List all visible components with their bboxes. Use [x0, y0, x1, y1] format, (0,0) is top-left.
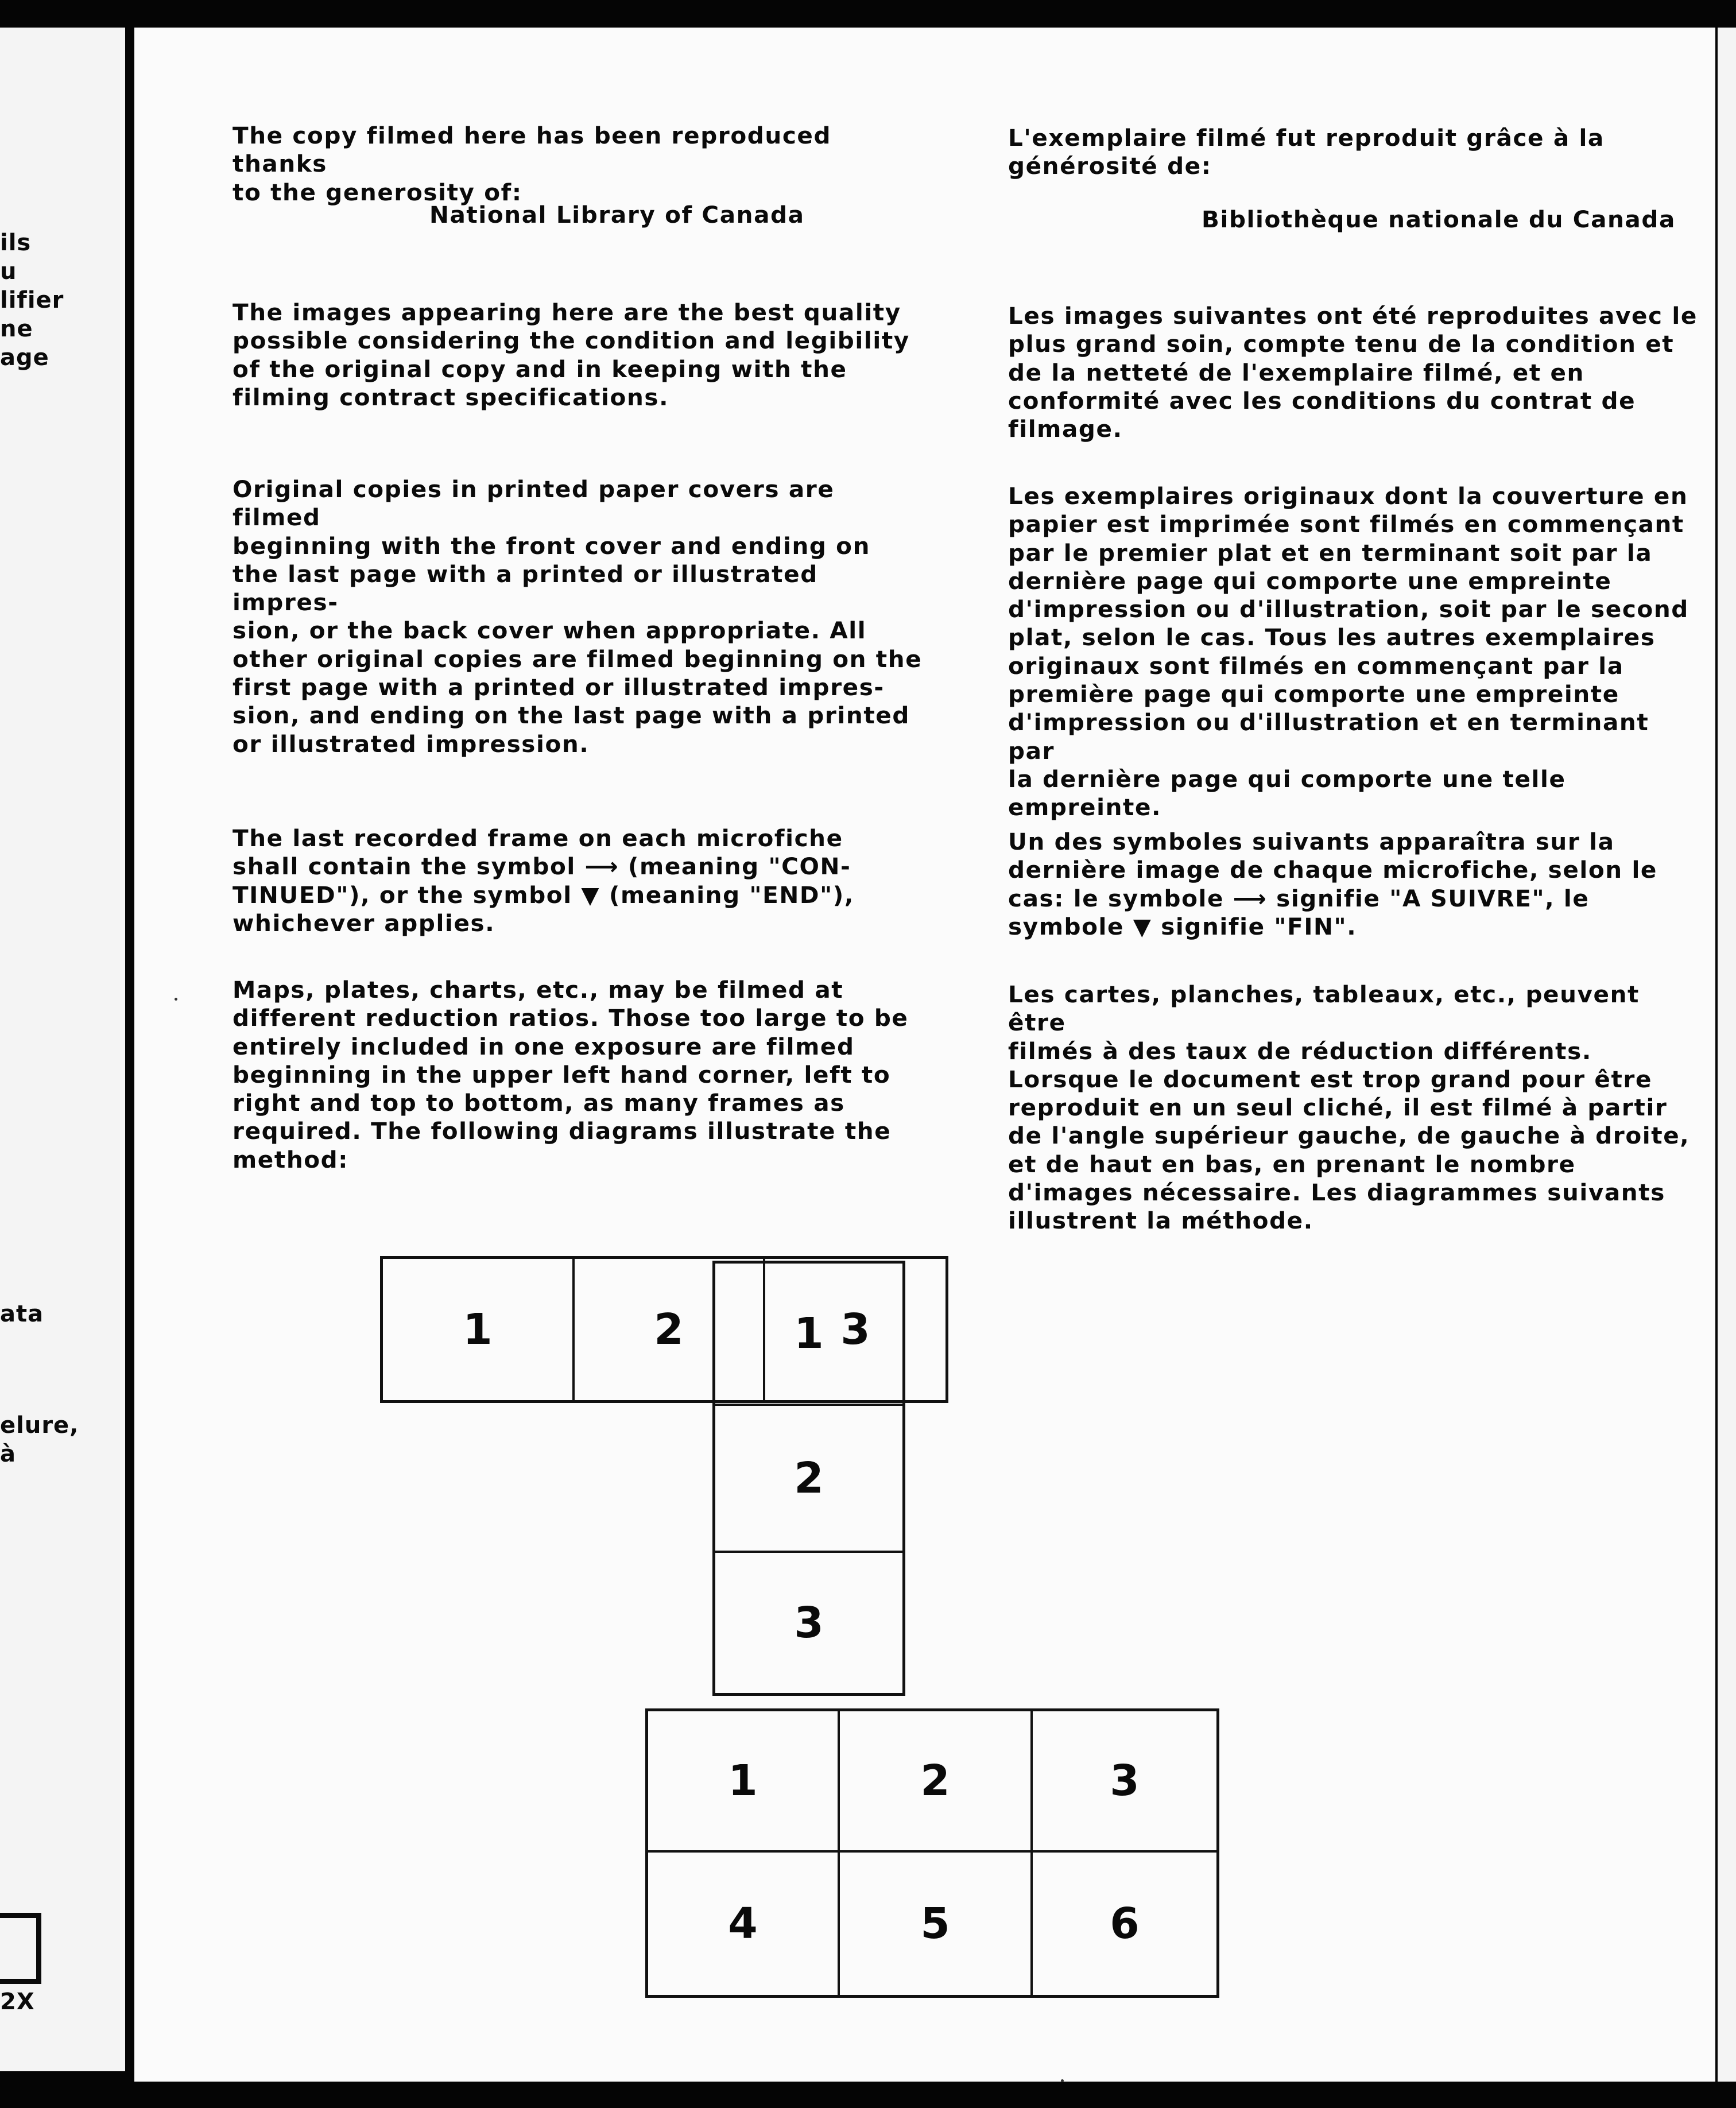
fragment-line: elure, — [0, 1412, 79, 1439]
frame-cell: 2 — [715, 1404, 902, 1551]
french-intro: L'exemplaire filmé fut reproduit grâce à la générosité de: — [1008, 124, 1605, 180]
fragment-line: ils — [0, 230, 32, 256]
fragment-line: à — [0, 1441, 16, 1467]
diagram-vertical-frames — [712, 1261, 905, 1696]
frame-cell: 1 — [794, 1309, 824, 1358]
frame-cell: 2 — [572, 1259, 763, 1400]
dust-speck — [1061, 2079, 1064, 2082]
frame-cell: 3 — [715, 1551, 902, 1693]
frame-cell: 1 — [463, 1305, 493, 1354]
english-intro: The copy filmed here has been reproduced thanks to the generosity of: — [232, 122, 832, 206]
english-library-name: National Library of Canada — [429, 201, 805, 228]
english-quality-paragraph: The images appearing here are the best quality possible considering the condition and legibility of the original copy and in keeping with the filming contract specifications. — [232, 299, 910, 411]
fragment-line: age — [0, 344, 49, 371]
frame-cell: 3 — [1030, 1711, 1216, 1850]
fragment-line: lifier — [0, 287, 64, 313]
frame-cell: 1 — [728, 1756, 758, 1805]
english-originals-paragraph: Original copies in printed paper covers are filmed beginning with the front cover and ending on the last page with a printed or illustrated impres- sion, or the back cover when appropriate. All other original copies are filmed beginning on the first page with a printed or illustrated impres- sion, and ending on the last page with a printed or illustrated impression. — [232, 475, 923, 758]
right-page-edge — [1718, 28, 1736, 2082]
diagram-grid-frames — [645, 1708, 1219, 1998]
french-quality-paragraph: Les images suivantes ont été reproduites avec le plus grand soin, compte tenu de la condition et de la netteté de l'exemplaire filmé, et en conformité avec les conditions du contrat de filmage. — [1008, 302, 1698, 443]
fragment-line: ata — [0, 1301, 44, 1327]
fragment-box-label: 2X — [0, 1989, 35, 2015]
main-page — [134, 28, 1715, 2082]
left-page-fragment — [0, 28, 125, 2071]
french-originals-paragraph: Les exemplaires originaux dont la couverture en papier est imprimée sont filmés en commençant par le premier plat et en terminant soit par la dernière page qui comporte une empreinte d'impression ou d'illustration, soit par le second plat, selon le cas. Tous les autres exemplaires originaux sont filmés en commençant par la première page qui comporte une empreinte d'impression ou d'illustration et en terminant par la dernière page qui comporte une telle empreinte. — [1008, 482, 1689, 822]
french-maps-paragraph: Les cartes, planches, tableaux, etc., peuvent être filmés à des taux de réduction différents. Lorsque le document est trop grand pour être reproduit en un seul cliché, il est filmé à partir de l'angle supérieur gauche, de gauche à droite, et de haut en bas, en prenant le nombre d'images nécessaire. Les diagrammes suivants illustrent la méthode. — [1008, 981, 1690, 1235]
french-library-name: Bibliothèque nationale du Canada — [1202, 206, 1676, 233]
fragment-box — [0, 1913, 41, 1984]
french-symbols-paragraph: Un des symboles suivants apparaîtra sur la dernière image de chaque microfiche, selon le cas: le symbole ⟶ signifie "A SUIVRE", le symbole ▼ signifie "FIN". — [1008, 828, 1657, 940]
frame-cell: 4 — [648, 1850, 838, 1995]
frame-cell: 2 — [838, 1711, 1030, 1850]
fragment-line: ne — [0, 316, 33, 342]
english-symbols-paragraph: The last recorded frame on each microfiche shall contain the symbol ⟶ (meaning "CON- TINUED"), or the symbol ▼ (meaning "END"), whichever applies. — [232, 824, 854, 937]
frame-cell: 5 — [838, 1850, 1030, 1995]
fragment-line: u — [0, 258, 17, 285]
dust-speck — [175, 998, 177, 1001]
english-maps-paragraph: Maps, plates, charts, etc., may be filmed at different reduction ratios. Those too large to be entirely included in one exposure are filmed beginning in the upper left hand corner, left to right and top to bottom, as many frames as required. The following diagrams illustrate the method: — [232, 976, 909, 1173]
frame-cell: 6 — [1030, 1850, 1216, 1995]
frame-cell: 3 — [763, 1259, 946, 1400]
